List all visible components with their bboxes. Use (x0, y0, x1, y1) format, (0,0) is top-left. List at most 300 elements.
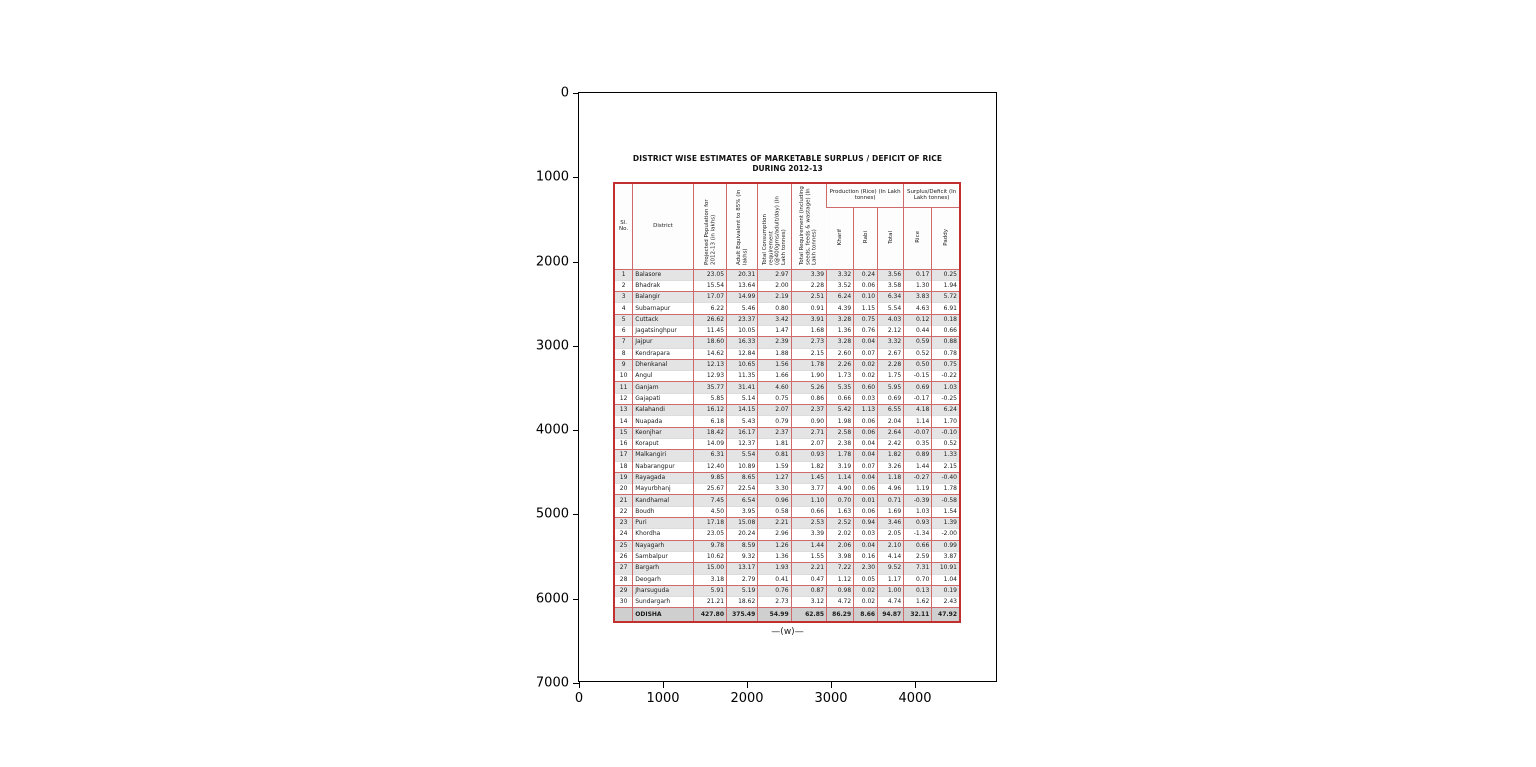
cell-value: 8.66 (854, 608, 878, 622)
cell-value: 0.81 (758, 450, 791, 461)
table-row (614, 450, 960, 461)
cell-value: 2.15 (791, 348, 826, 359)
cell-value: 0.02 (854, 585, 878, 596)
cell-value: 1.93 (758, 563, 791, 574)
cell-value: 0.96 (758, 495, 791, 506)
cell-value: 3.39 (791, 529, 826, 540)
cell-value: 1.78 (932, 484, 960, 495)
cell-district: Bargarh (633, 563, 693, 574)
cell-value: 23.05 (693, 269, 726, 280)
cell-value: 2.51 (791, 292, 826, 303)
cell-sl-no: 8 (614, 348, 633, 359)
cell-value: 0.19 (932, 585, 960, 596)
cell-value: 0.90 (791, 416, 826, 427)
cell-value: 5.43 (727, 416, 758, 427)
cell-district: Ganjam (633, 382, 693, 393)
cell-district: Keonjhar (633, 427, 693, 438)
cell-sl-no: 2 (614, 280, 633, 291)
cell-value: -0.25 (932, 393, 960, 404)
table-body (614, 269, 960, 622)
table-row (614, 303, 960, 314)
header-adult-equivalent (727, 183, 758, 269)
cell-value: -0.15 (904, 371, 932, 382)
cell-value: 0.24 (854, 269, 878, 280)
cell-value: 12.40 (693, 461, 726, 472)
cell-value: 2.37 (758, 427, 791, 438)
cell-value: 7.22 (827, 563, 854, 574)
cell-value: 5.91 (693, 585, 726, 596)
cell-value: 0.93 (904, 518, 932, 529)
cell-district: Kandhamal (633, 495, 693, 506)
header-projected-population (693, 183, 726, 269)
header-rice (904, 207, 932, 269)
cell-value: 0.02 (854, 359, 878, 370)
cell-value: 0.89 (904, 450, 932, 461)
table-row (614, 506, 960, 517)
cell-value: 0.52 (932, 438, 960, 449)
cell-value: 0.70 (827, 495, 854, 506)
cell-value: 1.36 (758, 551, 791, 562)
cell-value: 1.81 (758, 438, 791, 449)
cell-value: 0.94 (854, 518, 878, 529)
cell-value: 4.14 (878, 551, 904, 562)
y-tick-label: 5000 (535, 506, 569, 522)
cell-district: Bhadrak (633, 280, 693, 291)
cell-value: 0.93 (791, 450, 826, 461)
cell-value: 0.04 (854, 337, 878, 348)
table-row (614, 382, 960, 393)
cell-value: 2.43 (932, 597, 960, 608)
cell-value: 14.99 (727, 292, 758, 303)
cell-value: 3.56 (878, 269, 904, 280)
cell-value: 1.03 (904, 506, 932, 517)
y-tick-mark (573, 177, 579, 178)
cell-value: 18.60 (693, 337, 726, 348)
cell-value: 1.90 (791, 371, 826, 382)
y-tick-mark (573, 346, 579, 347)
x-tick-mark (663, 682, 664, 688)
cell-value: 1.59 (758, 461, 791, 472)
cell-value: 0.41 (758, 574, 791, 585)
table-row (614, 495, 960, 506)
header-total-label: Total (887, 230, 894, 244)
cell-value: 94.87 (878, 608, 904, 622)
cell-value: 0.59 (904, 337, 932, 348)
cell-district: Deogarh (633, 574, 693, 585)
cell-value: 1.78 (827, 450, 854, 461)
cell-district: Subarnapur (633, 303, 693, 314)
cell-value: 5.72 (932, 292, 960, 303)
y-tick-label: 2000 (535, 254, 569, 270)
cell-value: 13.64 (727, 280, 758, 291)
cell-value: -0.39 (904, 495, 932, 506)
cell-sl-no: 11 (614, 382, 633, 393)
cell-value: 0.75 (932, 359, 960, 370)
cell-value: 1.13 (854, 405, 878, 416)
cell-value: 1.00 (878, 585, 904, 596)
cell-value: 0.79 (758, 416, 791, 427)
cell-value: 3.52 (827, 280, 854, 291)
cell-value: 1.98 (827, 416, 854, 427)
header-production-group: Production (Rice) (In Lakh tonnes) (827, 183, 904, 207)
table-row (614, 314, 960, 325)
cell-value: 4.03 (878, 314, 904, 325)
y-tick-label: 1000 (535, 169, 569, 185)
cell-value: 427.80 (693, 608, 726, 622)
cell-value: 18.42 (693, 427, 726, 438)
cell-value: 6.18 (693, 416, 726, 427)
cell-value: 5.85 (693, 393, 726, 404)
cell-value: 2.73 (758, 597, 791, 608)
y-tick-mark (573, 599, 579, 600)
cell-value: 2.67 (878, 348, 904, 359)
table-header (614, 183, 960, 269)
cell-value: 35.77 (693, 382, 726, 393)
cell-value: 0.25 (932, 269, 960, 280)
cell-value: 3.18 (693, 574, 726, 585)
cell-value: 4.74 (878, 597, 904, 608)
cell-sl-no: 14 (614, 416, 633, 427)
x-tick-mark (831, 682, 832, 688)
table-row (614, 337, 960, 348)
cell-value: 4.63 (904, 303, 932, 314)
cell-district: Sundargarh (633, 597, 693, 608)
cell-value: 1.56 (758, 359, 791, 370)
header-rice-label: Rice (914, 231, 921, 243)
cell-value: 1.33 (932, 450, 960, 461)
cell-district: Dhenkanal (633, 359, 693, 370)
table-row (614, 325, 960, 336)
cell-value: 0.80 (758, 303, 791, 314)
cell-value: 0.76 (854, 325, 878, 336)
cell-value: 2.28 (878, 359, 904, 370)
cell-district: Jharsuguda (633, 585, 693, 596)
cell-value: 0.07 (854, 348, 878, 359)
cell-value: 4.50 (693, 506, 726, 517)
cell-value: 9.78 (693, 540, 726, 551)
cell-value: 2.10 (878, 540, 904, 551)
cell-value: 1.47 (758, 325, 791, 336)
cell-value: 2.04 (878, 416, 904, 427)
table-row (614, 585, 960, 596)
cell-value: 0.50 (904, 359, 932, 370)
cell-sl-no: 25 (614, 540, 633, 551)
cell-value: 16.12 (693, 405, 726, 416)
header-total (878, 207, 904, 269)
cell-value: 2.39 (758, 337, 791, 348)
cell-value: 0.76 (758, 585, 791, 596)
cell-value: 1.36 (827, 325, 854, 336)
cell-value: 1.44 (791, 540, 826, 551)
cell-value: 3.39 (791, 269, 826, 280)
cell-district: Jagatsinghpur (633, 325, 693, 336)
cell-value: 2.64 (878, 427, 904, 438)
cell-value: 3.91 (791, 314, 826, 325)
cell-value: 1.69 (878, 506, 904, 517)
table-row (614, 416, 960, 427)
cell-value: 1.62 (904, 597, 932, 608)
cell-sl-no: 15 (614, 427, 633, 438)
cell-district: Khordha (633, 529, 693, 540)
cell-value: 1.15 (854, 303, 878, 314)
cell-sl-no: 19 (614, 472, 633, 483)
cell-value: 3.26 (878, 461, 904, 472)
cell-value: 6.24 (827, 292, 854, 303)
cell-value: 2.06 (827, 540, 854, 551)
table-row (614, 551, 960, 562)
cell-value: 0.05 (854, 574, 878, 585)
cell-value: 2.96 (758, 529, 791, 540)
cell-sl-no: 4 (614, 303, 633, 314)
cell-district: Gajapati (633, 393, 693, 404)
cell-sl-no: 26 (614, 551, 633, 562)
cell-value: 0.06 (854, 506, 878, 517)
cell-value: 2.60 (827, 348, 854, 359)
cell-district: Kalahandi (633, 405, 693, 416)
cell-value: 62.85 (791, 608, 826, 622)
cell-value: 0.06 (854, 416, 878, 427)
cell-value: 5.26 (791, 382, 826, 393)
cell-value: 3.87 (932, 551, 960, 562)
table-row (614, 427, 960, 438)
cell-value: 1.14 (827, 472, 854, 483)
cell-sl-no: 6 (614, 325, 633, 336)
cell-value: 4.90 (827, 484, 854, 495)
cell-value: 14.62 (693, 348, 726, 359)
cell-value: 2.02 (827, 529, 854, 540)
cell-value: 0.06 (854, 484, 878, 495)
header-paddy-label: Paddy (942, 228, 949, 246)
cell-value: 18.62 (727, 597, 758, 608)
cell-value: 10.65 (727, 359, 758, 370)
cell-value: 1.45 (791, 472, 826, 483)
cell-value: 0.69 (878, 393, 904, 404)
cell-district: Puri (633, 518, 693, 529)
cell-sl-no: 5 (614, 314, 633, 325)
cell-value: 3.28 (827, 314, 854, 325)
cell-value: 6.54 (727, 495, 758, 506)
cell-value: -0.17 (904, 393, 932, 404)
cell-value: 1.10 (791, 495, 826, 506)
cell-value: 0.03 (854, 393, 878, 404)
cell-value: 0.12 (904, 314, 932, 325)
cell-district: Nayagarh (633, 540, 693, 551)
table-row (614, 529, 960, 540)
cell-district: ODISHA (633, 608, 693, 622)
cell-value: 5.46 (727, 303, 758, 314)
cell-value: 0.87 (791, 585, 826, 596)
x-tick-label: 2000 (730, 691, 764, 706)
x-tick-label: 1000 (646, 691, 680, 706)
cell-value: 16.17 (727, 427, 758, 438)
cell-value: 12.93 (693, 371, 726, 382)
cell-value: 2.19 (758, 292, 791, 303)
x-tick-mark (579, 682, 580, 688)
table-row (614, 359, 960, 370)
cell-value: 3.19 (827, 461, 854, 472)
cell-sl-no: 1 (614, 269, 633, 280)
cell-district: Nabarangpur (633, 461, 693, 472)
cell-value: -0.07 (904, 427, 932, 438)
cell-value: 0.66 (904, 540, 932, 551)
footer-signature-mark: —(w)— (771, 627, 804, 637)
cell-value: 86.29 (827, 608, 854, 622)
header-surplus-group: Surplus/Deficit (In Lakh tonnes) (904, 183, 960, 207)
cell-value: 3.32 (827, 269, 854, 280)
cell-district: Malkangiri (633, 450, 693, 461)
table-row (614, 280, 960, 291)
cell-value: 1.44 (904, 461, 932, 472)
cell-sl-no: 23 (614, 518, 633, 529)
cell-sl-no: 27 (614, 563, 633, 574)
cell-value: 1.75 (878, 371, 904, 382)
cell-value: 8.65 (727, 472, 758, 483)
header-total-requirement (791, 183, 826, 269)
cell-value: 1.14 (904, 416, 932, 427)
cell-sl-no (614, 608, 633, 622)
header-rabi (854, 207, 878, 269)
table-row (614, 472, 960, 483)
cell-value: 0.02 (854, 597, 878, 608)
cell-value: 2.00 (758, 280, 791, 291)
cell-value: 3.77 (791, 484, 826, 495)
cell-value: 6.24 (932, 405, 960, 416)
cell-sl-no: 30 (614, 597, 633, 608)
cell-value: 0.02 (854, 371, 878, 382)
header-district: District (633, 183, 693, 269)
cell-value: 1.03 (932, 382, 960, 393)
cell-value: 3.98 (827, 551, 854, 562)
cell-value: -1.34 (904, 529, 932, 540)
cell-value: 9.52 (878, 563, 904, 574)
table-row (614, 405, 960, 416)
cell-value: 2.71 (791, 427, 826, 438)
cell-value: 9.85 (693, 472, 726, 483)
cell-sl-no: 7 (614, 337, 633, 348)
y-tick-mark (573, 514, 579, 515)
cell-value: 25.67 (693, 484, 726, 495)
cell-value: 0.60 (854, 382, 878, 393)
cell-value: 5.54 (878, 303, 904, 314)
cell-sl-no: 24 (614, 529, 633, 540)
cell-value: -0.40 (932, 472, 960, 483)
header-paddy (932, 207, 960, 269)
cell-value: 1.54 (932, 506, 960, 517)
cell-value: 11.35 (727, 371, 758, 382)
cell-value: 1.94 (932, 280, 960, 291)
cell-value: 0.47 (791, 574, 826, 585)
cell-value: 2.05 (878, 529, 904, 540)
table-row (614, 269, 960, 280)
cell-value: 4.72 (827, 597, 854, 608)
cell-value: 0.91 (791, 303, 826, 314)
cell-value: 1.82 (791, 461, 826, 472)
table-row (614, 484, 960, 495)
cell-value: 5.35 (827, 382, 854, 393)
cell-value: 1.73 (827, 371, 854, 382)
table-row (614, 563, 960, 574)
cell-value: 1.68 (791, 325, 826, 336)
cell-value: 2.30 (854, 563, 878, 574)
x-tick-mark (747, 682, 748, 688)
cell-value: 8.59 (727, 540, 758, 551)
cell-district: Boudh (633, 506, 693, 517)
cell-value: 14.09 (693, 438, 726, 449)
cell-value: 1.12 (827, 574, 854, 585)
cell-value: 0.10 (854, 292, 878, 303)
cell-value: 0.03 (854, 529, 878, 540)
header-sl-no: Sl. No. (614, 183, 633, 269)
cell-sl-no: 9 (614, 359, 633, 370)
cell-value: 0.66 (791, 506, 826, 517)
cell-value: 0.75 (854, 314, 878, 325)
cell-value: 12.13 (693, 359, 726, 370)
cell-value: 6.22 (693, 303, 726, 314)
cell-value: 0.17 (904, 269, 932, 280)
cell-sl-no: 16 (614, 438, 633, 449)
header-adult-equivalent-label: Adult Equivalent to 85% (in lakhs) (735, 189, 749, 266)
cell-value: 6.34 (878, 292, 904, 303)
cell-value: 2.21 (758, 518, 791, 529)
cell-value: 0.58 (758, 506, 791, 517)
document-title-line1: DISTRICT WISE ESTIMATES OF MARKETABLE SURPLUS / DEFICIT OF RICE (632, 154, 943, 163)
cell-value: 2.38 (827, 438, 854, 449)
cell-value: 0.18 (932, 314, 960, 325)
cell-value: 0.99 (932, 540, 960, 551)
table-row (614, 518, 960, 529)
cell-value: 3.28 (827, 337, 854, 348)
cell-value: 2.21 (791, 563, 826, 574)
cell-district: Jajpur (633, 337, 693, 348)
cell-value: 17.07 (693, 292, 726, 303)
cell-value: 1.66 (758, 371, 791, 382)
table-row (614, 461, 960, 472)
cell-value: -2.00 (932, 529, 960, 540)
cell-value: 1.30 (904, 280, 932, 291)
cell-district: Koraput (633, 438, 693, 449)
cell-value: 1.04 (932, 574, 960, 585)
cell-value: 9.32 (727, 551, 758, 562)
cell-value: 17.18 (693, 518, 726, 529)
cell-value: 2.52 (827, 518, 854, 529)
table-total-row (614, 608, 960, 622)
y-tick-label: 3000 (535, 338, 569, 354)
cell-value: 2.53 (791, 518, 826, 529)
cell-value: 15.08 (727, 518, 758, 529)
cell-district: Mayurbhanj (633, 484, 693, 495)
cell-value: 1.78 (791, 359, 826, 370)
cell-value: 2.79 (727, 574, 758, 585)
cell-sl-no: 18 (614, 461, 633, 472)
cell-value: 1.19 (904, 484, 932, 495)
cell-district: Balasore (633, 269, 693, 280)
cell-value: 20.31 (727, 269, 758, 280)
cell-value: 4.60 (758, 382, 791, 393)
plot-axes (535, 85, 997, 706)
cell-value: 6.31 (693, 450, 726, 461)
cell-value: 2.15 (932, 461, 960, 472)
cell-value: 0.66 (827, 393, 854, 404)
cell-value: 5.42 (827, 405, 854, 416)
cell-value: 23.05 (693, 529, 726, 540)
cell-value: 7.45 (693, 495, 726, 506)
cell-value: 16.33 (727, 337, 758, 348)
cell-value: 1.27 (758, 472, 791, 483)
cell-value: 0.16 (854, 551, 878, 562)
cell-value: 0.01 (854, 495, 878, 506)
cell-value: 32.11 (904, 608, 932, 622)
cell-value: 0.70 (904, 574, 932, 585)
